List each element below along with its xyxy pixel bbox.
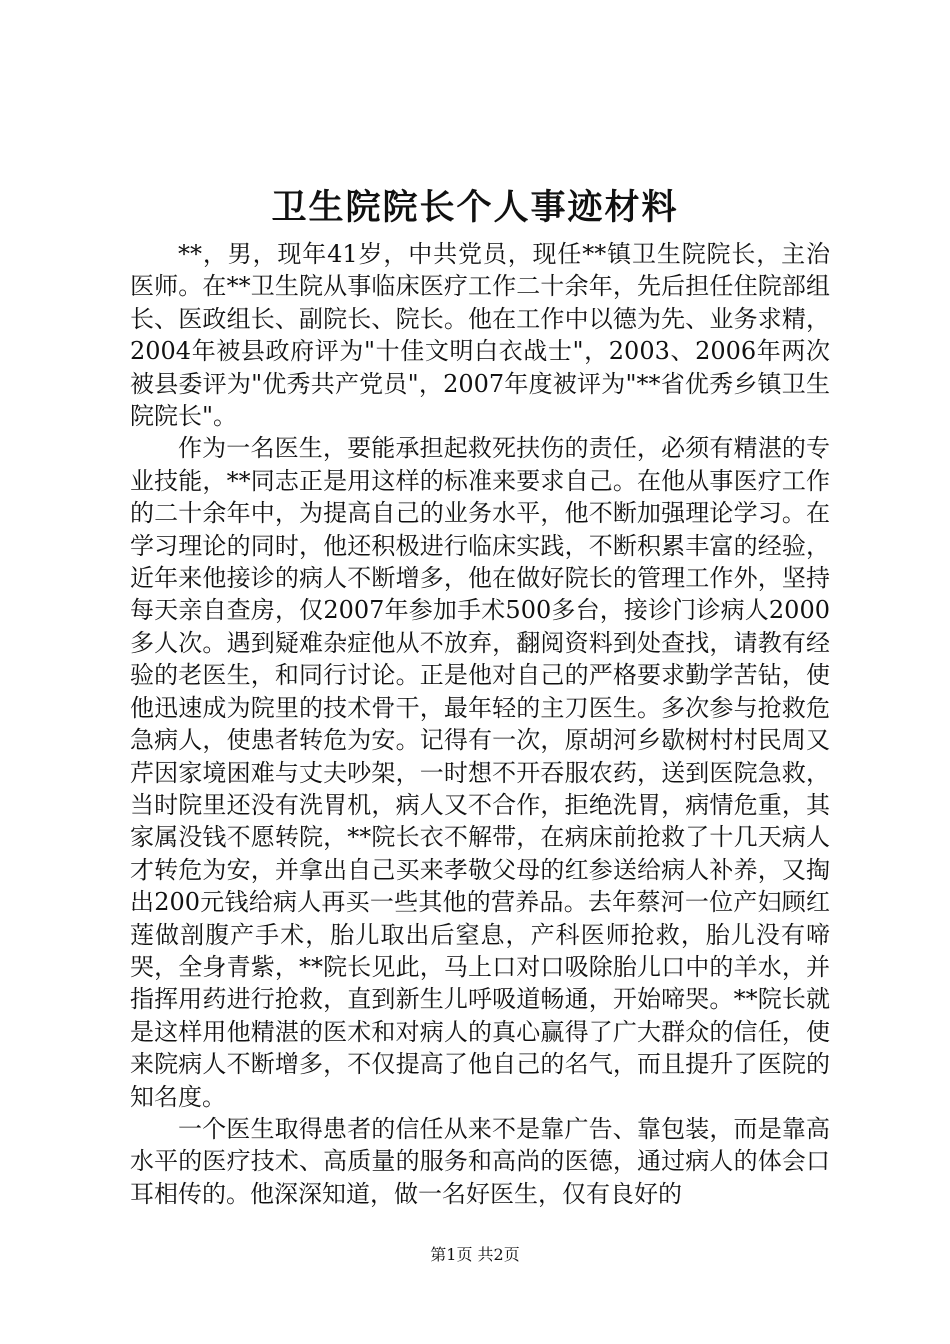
paragraph-1: **，男，现年41岁，中共党员，现任**镇卫生院院长，主治医师。在**卫生院从事临床医疗工作二十余年，先后担任住院部组长、医政组长、副院长、院长。他在工作中以德为先、业务求精，2004年被县政府评为"十佳文明白衣战士"，2003、2006年两次被县委评为"优秀共产党员"，2007年度被评为"**省优秀乡镇卫生院院长"。 — [130, 240, 830, 431]
paragraph-3: 一个医生取得患者的信任从来不是靠广告、靠包装，而是靠高水平的医疗技术、高质量的服务和高尚的医德，通过病人的体会口耳相传的。他深深知道，做一名好医生，仅有良好的 — [130, 1114, 830, 1208]
document-title: 卫生院院长个人事迹材料 — [271, 187, 679, 228]
page-footer: 第1页 共2页 — [430, 1245, 520, 1264]
paragraph-2: 作为一名医生，要能承担起救死扶伤的责任，必须有精湛的专业技能，**同志正是用这样的标准来要求自己。在他从事医疗工作的二十余年中，为提高自己的业务水平，他不断加强理论学习。在学习理论的同时，他还积极进行临床实践，不断积累丰富的经验，近年来他接诊的病人不断增多，他在做好院长的管理工作外，坚持每天亲自查房，仅2007年参加手术500多台，接诊门诊病人2000多人次。遇到疑难杂症他从不放弃，翻阅资料到处查找，请教有经验的老医生，和同行讨论。正是他对自己的严格要求勤学苦钻，使他迅速成为院里的技术骨干，最年轻的主刀医生。多次参与抢救危急病人，使患者转危为安。记得有一次，原胡河乡歇树村村民周又芹因家境困难与丈夫吵架，一时想不开吞服农药，送到医院急救，当时院里还没有洗胃机，病人又不合作，拒绝洗胃，病情危重，其家属没钱不愿转院，**院长衣不解带，在病床前抢救了十几天病人才转危为安，并拿出自己买来孝敬父母的红参送给病人补养，又掏出200元钱给病人再买一些其他的营养品。去年蔡河一位产妇顾红莲做剖腹产手术，胎儿取出后窒息，产科医师抢救，胎儿没有啼哭，全身青紫，**院长见此，马上口对口吸除胎儿口中的羊水，并指挥用药进行抢救，直到新生儿呼吸道畅通，开始啼哭。**院长就是这样用他精湛的医术和对病人的真心赢得了广大群众的信任，使来院病人不断增多，不仅提高了他自己的名气，而且提升了医院的知名度。 — [130, 434, 830, 1111]
document-body — [130, 238, 830, 1210]
